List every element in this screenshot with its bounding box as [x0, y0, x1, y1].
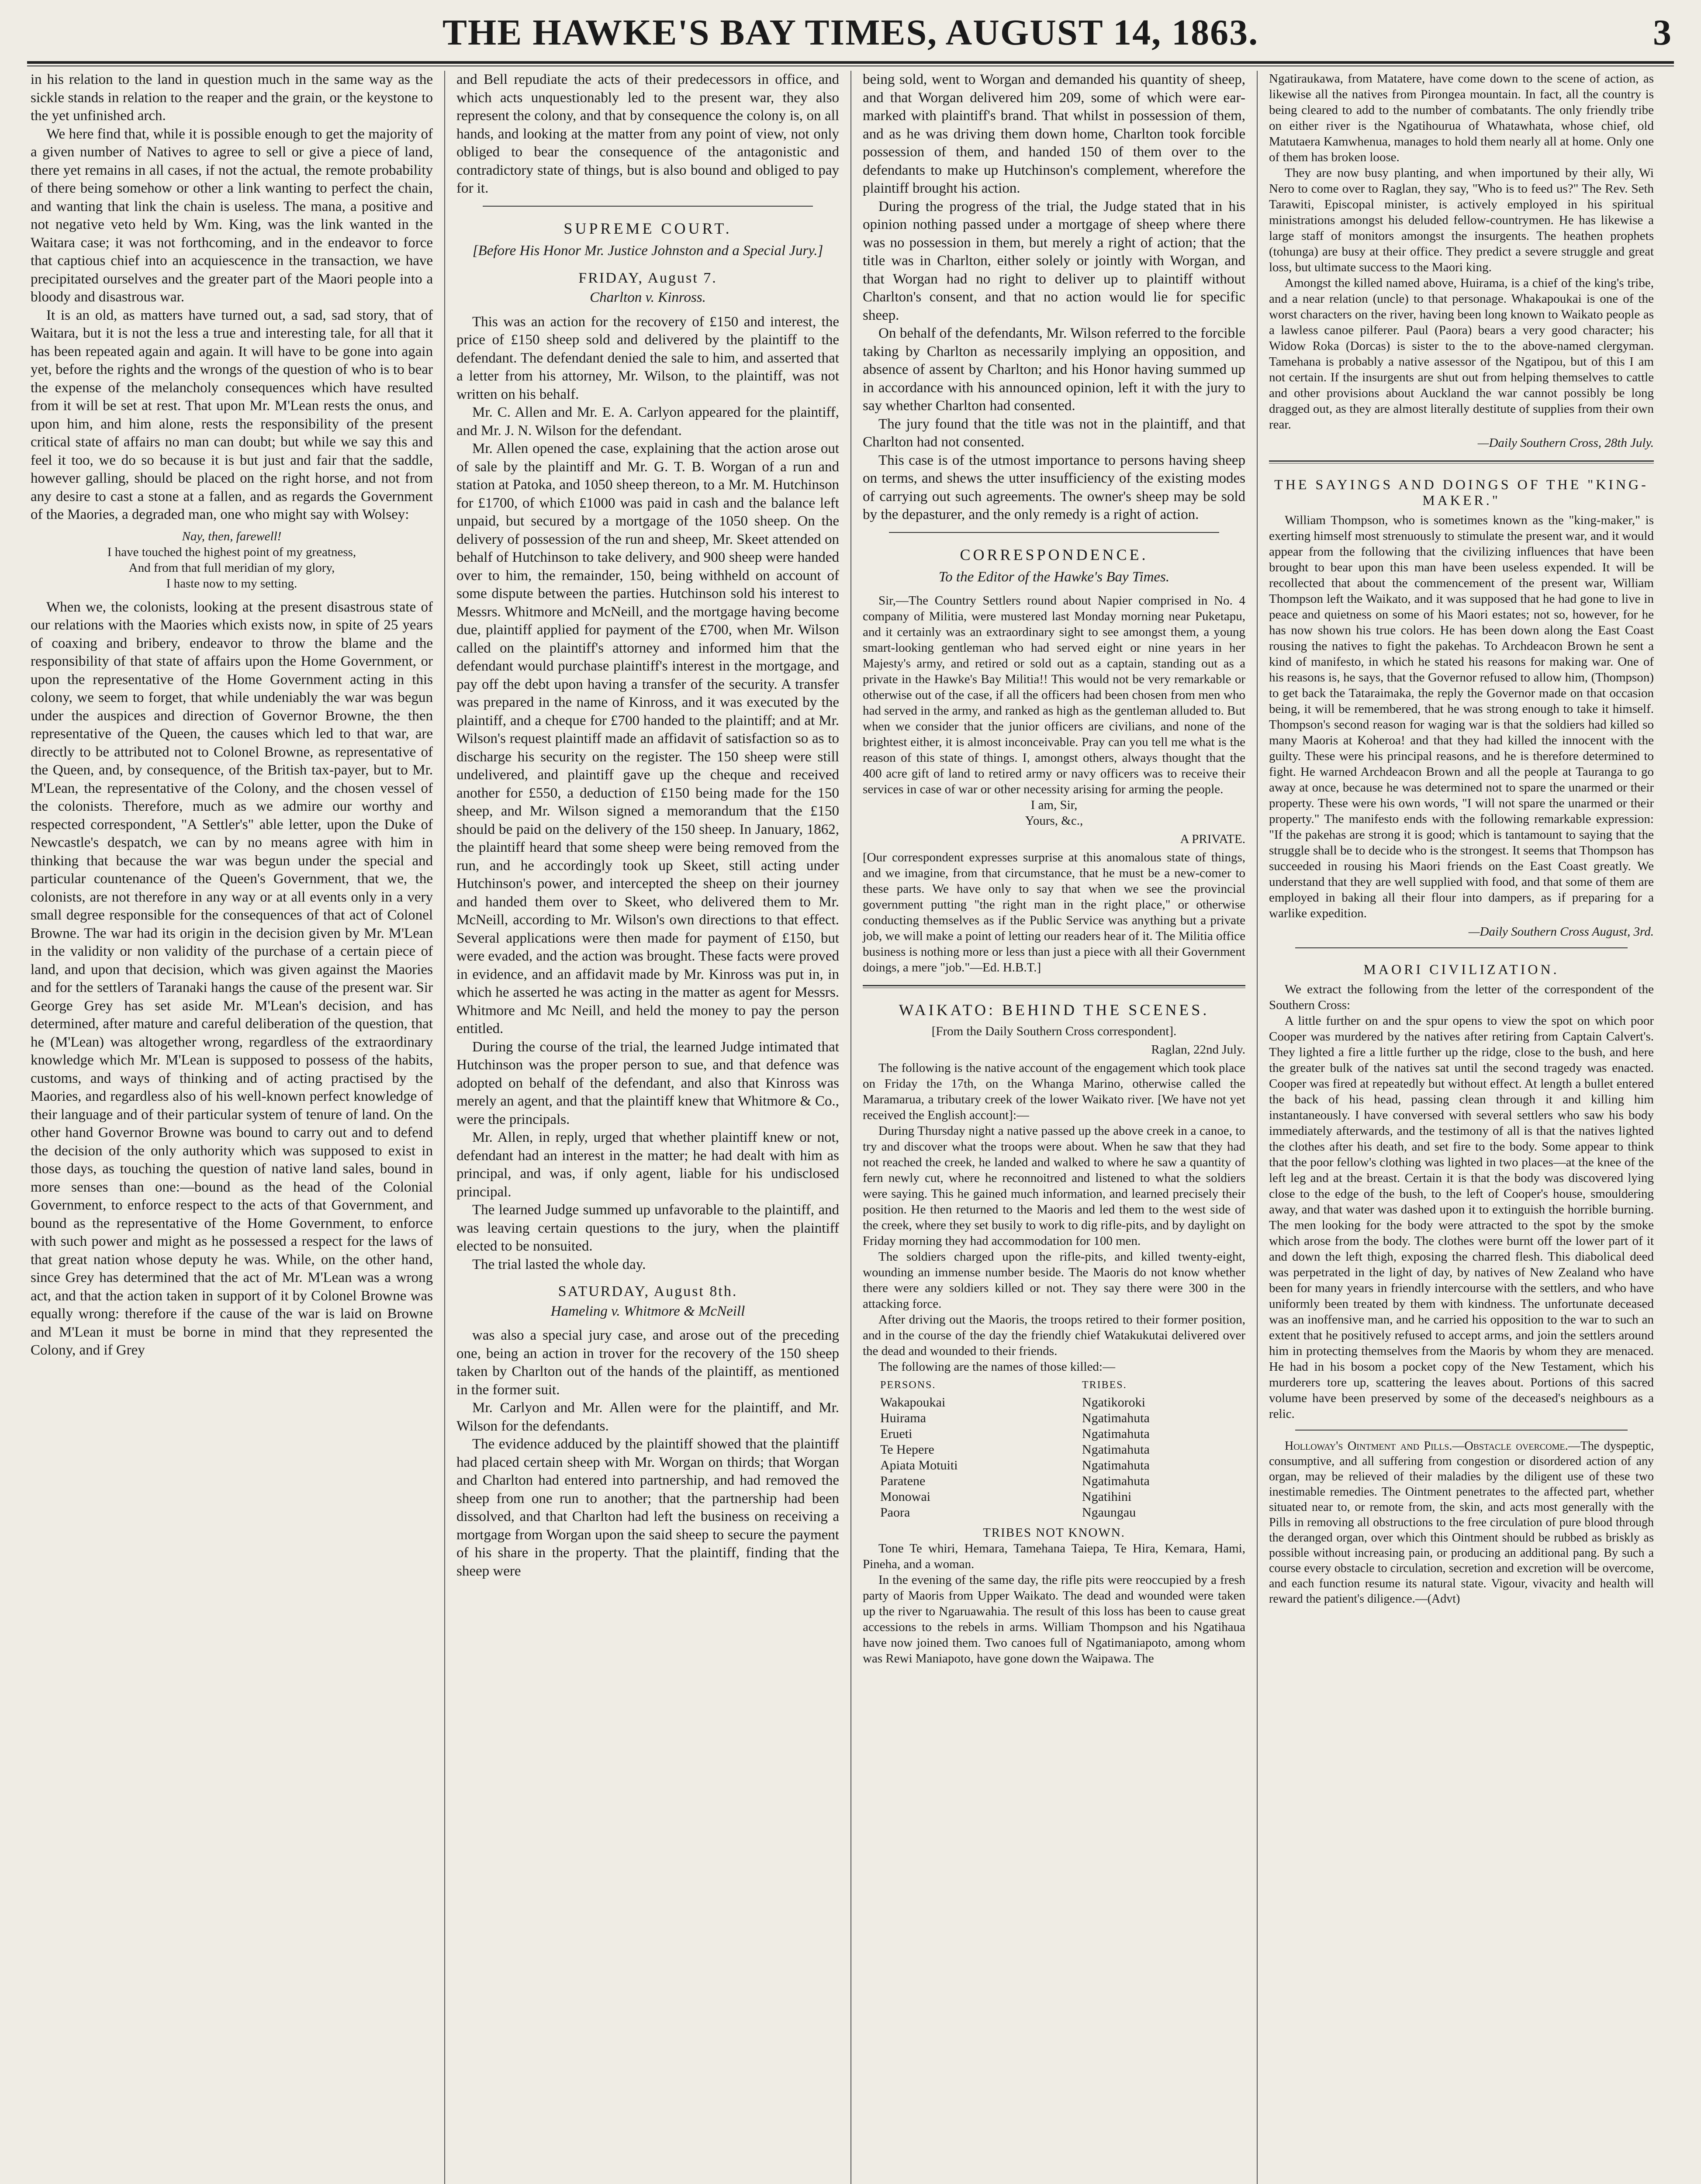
tribe-cell: Ngatimahuta	[1082, 1411, 1150, 1425]
paragraph: This was an action for the recovery of £150 and interest, the price of £150 sheep sold and delivered by the plaintiff to the defendant. The defendant denied the sale to him, and asserted that a letter from his attorney, Mr. Wilson, to the plaintiff, was not written on his behalf.	[456, 314, 839, 402]
verse-line: I haste now to my setting.	[166, 576, 297, 591]
paragraph: The following are the names of those killed:—	[878, 1360, 1115, 1374]
column-4	[1257, 71, 1665, 2184]
tribe-cell: Ngaungau	[1082, 1505, 1136, 1520]
person-cell: Wakapoukai	[880, 1395, 946, 1410]
dateline: FRIDAY, August 7.	[578, 270, 717, 286]
divider	[1295, 1430, 1628, 1431]
paragraph: The soldiers charged upon the rifle-pits, and killed twenty-eight, wounding an immense number beside. The Maoris do not know whether there were any soldiers killed or not. They say there were 300 in the attacking force.	[863, 1250, 1245, 1311]
article-source: [From the Daily Southern Cross correspondent].	[931, 1024, 1177, 1038]
paragraph: They are now busy planting, and when importuned by their ally, Wi Nero to come over to Raglan, they say, "Who is to feed us?" The Rev. Seth Tarawiti, Episcopal minister, is actively employed in his spiritual ministrations amongst his deluded fellow-countrymen. He has likewise a large staff of monitors amongst the insurgents. The heathen prophets (tohunga) are busy at their office. They predict a severe struggle and great loss, but ultimate success to the Maori king.	[1269, 166, 1654, 274]
paragraph: Ngatiraukawa, from Matatere, have come down to the scene of action, as likewise all the natives from Pirongea mountain. In fact, all the country is being cleared to add to the number of combatants. The only friendly tribe on either river is the Ngatihourua of Whatawhata, whose chief, old Matutaera Kamwhenua, manages to hold them nearly all at home. Only one of them has broken loose.	[1269, 72, 1654, 164]
person-cell: Erueti	[880, 1427, 913, 1441]
paragraph: Amongst the killed named above, Huirama, is a chief of the king's tribe, and a near relation (uncle) to that personage. Whakapoukai is one of the worst characters on the river, having been long known to Waikato people as a lawless canoe pilferer. Paul (Paora) bears a very good character; his Widow Roka (Dorcas) is sister to the to the above-named clergyman. Tamehana is probably a native assessor of the Ngatipou, but of this I am not certain. If the insurgents are shut out from helping themselves to cattle and other provisions about Auckland the war cannot possibly be long dragged out, as they are almost literally destitute of supplies from their own rear.	[1269, 276, 1654, 432]
column-2	[444, 71, 850, 2184]
letter-addressee: To the Editor of the Hawke's Bay Times.	[938, 569, 1170, 585]
paragraph: In the evening of the same day, the rifle pits were reoccupied by a fresh party of Maoris from Upper Waikato. The dead and wounded were taken up the river to Ngaruawahia. The result of this loss has been to cause great accessions to the rebels in arms. William Thompson and his Ngatihaua have now joined them. Two canoes full of Ngatimaniapoto, among whom was Rewi Maniapoto, have gone down the Waipawa. The	[863, 1573, 1245, 1666]
masthead	[27, 9, 1674, 64]
table-row	[863, 1410, 1245, 1426]
table-row	[863, 1489, 1245, 1505]
ad-body: —The dyspeptic, consumptive, and all suffering from congestion or disordered action of any organ, may be relieved of their maladies by the diligent use of these two inestimable remedies. The Ointment penetrates to the affected part, whether situated near to, or remote from, the skin, and acts most generally with the Pills in removing all obstructions to the free circulation of pure blood through the deranged organ, over which this Ointment should be rubbed as briskly as possible without increasing pain, or producing an additional pang. By such a course every obstacle to circulation, secretion and excretion will be overcome, and each function resume its natural state. Vigour, vivacity and health will reward the patient's diligence.—(Advt)	[1269, 1439, 1654, 1606]
person-cell: Te Hepere	[880, 1442, 934, 1457]
court-subheading: [Before His Honor Mr. Justice Johnston and a Special Jury.]	[472, 243, 823, 259]
paragraph: It is an old, as matters have turned out, a sad, sad story, that of Waitara, but it is not the less a true and interesting tale, for all that it has been repeated again and again. It will have to be gone into again yet, before the rights and the wrongs of the question of who is to bear the expense of the melancholy consequences which have resulted from it will be set at rest. That upon Mr. M'Lean rests the onus, and upon him, and him alone, rests the responsibility of the present critical state of affairs no man can doubt; but while we say this and feel it too, we do so because it is but just and fair that the saddle, however galling, should be placed on the right horse, and not from any desire to cast a stone at a fallen, and as regards the Government of the Maories, a degraded man, one who might say with Wolsey:	[31, 307, 433, 522]
paragraph: was also a special jury case, and arose out of the preceding one, being an action in trover for the recovery of the 150 sheep taken by Charlton out of the hands of the plaintiff, as mentioned in the former suit.	[456, 1327, 839, 1398]
tribe-cell: Ngatihini	[1082, 1489, 1132, 1504]
person-cell: Apiata Motuiti	[880, 1458, 958, 1472]
table-header: TRIBES.	[1082, 1379, 1127, 1391]
paragraph: After driving out the Maoris, the troops retired to their former position, and in the course of the day the friendly chief Watakukutai delivered over the dead and wounded to their friends.	[863, 1313, 1245, 1358]
paragraph: During Thursday night a native passed up the above creek in a canoe, to try and discover what the troops were about. When he saw that they had not reached the creek, he landed and walked to where he saw a quantity of fern newly cut, where he reconnoitred and listened to what the soldiers were saying. This he gained much information, and learned precisely their position. He then returned to the Maoris and led them to the west side of the creek, where they set busily to work to dig rifle-pits, and by daylight on Friday morning they had accommodation for 100 men.	[863, 1124, 1245, 1248]
article-source: —Daily Southern Cross August, 3rd.	[1468, 925, 1654, 939]
tribe-cell: Ngatimahuta	[1082, 1474, 1150, 1488]
table-row	[863, 1395, 1245, 1410]
divider	[1269, 460, 1654, 463]
case-title: Charlton v. Kinross.	[590, 290, 706, 305]
maori-civilization-heading: MAORI CIVILIZATION.	[1363, 961, 1559, 977]
column-1	[27, 71, 444, 2184]
correspondence-heading: CORRESPONDENCE.	[960, 546, 1148, 563]
paragraph: Mr. Allen, in reply, urged that whether plaintiff knew or not, defendant had an interest in the matter; he had dealt with him as principal, and was, if only agent, liable for his undisclosed principal.	[456, 1130, 839, 1200]
verse-line: And from that full meridian of my glory,	[128, 560, 335, 575]
paragraph: Mr. Allen opened the case, explaining that the action arose out of sale by the plaintiff and Mr. G. T. B. Worgan of a run and station at Patoka, and 1050 sheep thereon, to a Mr. M. Hutchinson for £1700, of which £1000 was paid in cash and the balance left unpaid, but secured by a mortgage of the 1050 sheep. On the delivery of possession of the run and sheep, Mr. Skeet attended on behalf of Hutchinson to take delivery, and 900 sheep were handed over to him, the remainder, 150, being withheld on account of some dispute between the parties. Hutchinson sold his interest to Messrs. Whitmore and McNeill, and the mortgage having become due, plaintiff applied for payment of the £700, when Mr. Wilson called on the plaintiff's attorney and informed him that the defendant would purchase plaintiff's interest in the mortgage, and pay off the debt upon having a transfer of the security. A transfer was prepared in the name of Kinross, and it was executed by the plaintiff, and a cheque for £700 handed to the plaintiff; and at Mr. Wilson's request plaintiff made an affidavit of satisfaction so as to discharge his security on the register. The 150 sheep were still undelivered, and plaintiff gave up the cheque and received another for £550, a deduction of £150 being made for the 150 sheep, and Mr. Wilson signed a memorandum that the £150 should be paid on the delivery of the 150 sheep. In January, 1862, the plaintiff heard that some sheep were being removed from the run, and he accordingly took up Skeet, still acting under Hutchinson's power, and intercepted the sheep on their journey and handed them over to Skeet, who delivered them to Mr. McNeill, according to Mr. Wilson's own directions to that effect. Several applications were then made for payment of £150, but were evaded, and the action was brought. These facts were proved in evidence, and an affidavit made by Mr. Kinross was put in, in which he asserted he was acting in the matter as agent for Messrs. Whitmore and Mc Neill, and held the money to pay the person entitled.	[456, 441, 839, 1037]
table-row	[863, 1426, 1245, 1442]
paragraph: being sold, went to Worgan and demanded his quantity of sheep, and that Worgan delivered him 209, some of which were ear-marked with plaintiff's brand. That whilst in possession of them, and as he was driving them down home, Charlton took forcible possession of them, and handed 150 of them over to the defendants to make up Hutchinson's complement, wherefore the plaintiff brought his action.	[863, 72, 1245, 196]
letter-body: Sir,—The Country Settlers round about Napier comprised in No. 4 company of Militia, were mustered last Monday morning near Puketapu, and it certainly was an extraordinary sight to see amongst them, a young smart-looking gentleman who had served eight or nine years in her Majesty's army, and retired or sold out as a captain, standing out as a private in the Hawke's Bay Militia!! This would not be very remarkable or otherwise out of the case, if all the officers had been chosen from men who had served in the army, and ranked as high as the gentleman alluded to. But when we consider that the junior officers are civilians, and none of the brightest either, it is almost inconceivable. Pray can you tell me what is the reason of this state of things. I, amongst others, always thought that the 400 acre gift of land to retired army or navy officers was to receive their services in case of war or other necessity arising for arming the people.	[863, 593, 1245, 796]
table-row	[863, 1473, 1245, 1489]
paragraph: This case is of the utmost importance to persons having sheep on terms, and shews the utter insufficiency of the existing modes of carrying out such agreements. The owner's sheep may be sold by the depasturer, and the only remedy is a right of action.	[863, 452, 1245, 522]
paragraph: During the progress of the trial, the Judge stated that in his opinion nothing passed under a mortgage of sheep where there was no possession in them, but merely a right of action; that the title was in Charlton, either solely or jointly with Worgan, and that Worgan had no right to deliver up to plaintiff without Charlton's consent, and that no action would lie for specific sheep.	[863, 198, 1245, 323]
column-3	[850, 71, 1257, 2184]
waikato-heading: WAIKATO: BEHIND THE SCENES.	[899, 1001, 1210, 1019]
paragraph: The jury found that the title was not in the plaintiff, and that Charlton had not consented.	[863, 416, 1245, 450]
paragraph: Mr. C. Allen and Mr. E. A. Carlyon appeared for the plaintiff, and Mr. J. N. Wilson for the defendant.	[456, 404, 839, 439]
paragraph: The trial lasted the whole day.	[472, 1256, 646, 1272]
tribe-cell: Ngatikoroki	[1082, 1395, 1145, 1410]
article-dateline: Raglan, 22nd July.	[1151, 1043, 1245, 1057]
paragraph: During the course of the trial, the learned Judge intimated that Hutchinson was the proper person to sue, and that defence was adopted on behalf of the defendant, and also that Kinross was merely an agent, and that the plaintiff knew that Whitmore & Co., were the principals.	[456, 1039, 839, 1127]
paragraph: William Thompson, who is sometimes known as the "king-maker," is exerting himself most strenuously to stimulate the present war, and it would appear from the following that the civilizing influences that have been brought to bear upon this man have been useless expended. It will be recollected that about the commencement of the present war, William Thompson left the Waikato, and it was supposed that he had gone to live in peace and quietness on some of his Maori estates; not so, however, for he has now shown his true colors. He has been down along the East Coast rousing the natives to fight the pakehas. To Archdeacon Brown he sent a kind of manifesto, in which he stated his reasons for making war. One of his reasons is, he says, that the Governor refused to allow him, (Thompson) to get back the Tataraimaka, the reply the Governor made on that occasion being, it will be remembered, that he was strong enough to take it himself. Thompson's second reason for waging war is that the soldiers had killed so many Maoris at Koheroa! and that they had killed the innocent with the guilty. These were his principal reasons, and he is therefore determined to fight. He warned Archdeacon Brown and all the people at Tauranga to go away at once, because he was determined not to spare the unarmed or their property. These were his own words, "I will not spare the unarmed or their property." The manifesto ends with the following remarkable expression: "If the pakehas are strong it is good; which is tantamount to saying that the struggle shall be to decide who is the strongest. It seems that Thompson has succeeded in rousing his Maori friends on the East Coast greatly. We understand that they are well supplied with food, and that some of them are employed in baking all their flour into dampers, as if preparing for a warlike expedition.	[1269, 513, 1654, 920]
supreme-court-heading: SUPREME COURT.	[564, 219, 732, 237]
tribe-cell: Ngatimahuta	[1082, 1458, 1150, 1472]
person-cell: Paora	[880, 1505, 910, 1520]
case-title: Hameling v. Whitmore & McNeill	[550, 1303, 745, 1319]
person-cell: Paratene	[880, 1474, 926, 1488]
columns	[27, 71, 1674, 2184]
tribes-unknown-heading: TRIBES NOT KNOWN.	[983, 1526, 1125, 1540]
table-row	[863, 1442, 1245, 1458]
paragraph: The following is the native account of the engagement which took place on Friday the 17th, on the Whanga Marino, otherwise called the Maramarua, a tributary creek of the lower Waikato river. [We have not yet received the English account]:—	[863, 1061, 1245, 1122]
paragraph: When we, the colonists, looking at the present disastrous state of our relations with the Maories which exists now, in spite of 25 years of coaxing and bribery, endeavor to throw the blame and the responsibility of that state of affairs upon the Home Government, or upon the representative of the Home Government acting in this colony, we seem to forget, that while undeniably the war was begun under the auspices and direction of Governor Browne, the then representative of the Queen, the causes which led to that war, are directly to be attributed not to Colonel Browne, as representative of the Queen, and, by consequence, of the British tax-payer, but to Mr. M'Lean, the representative of the Colony, and the chosen vessel of the colonists. Therefore, much as we admire our worthy and respected correspondent, "A Settler's" able letter, upon the Duke of Newcastle's despatch, we can by no means agree with him in thinking that because the war was begun under the special and particular countenance of the Queen's Government, that we, the colonists, are not therefore in any way or at all events only in a very small degree responsible for the consequences of that act of Colonel Browne. The war had its origin in the decision given by Mr. M'Lean in the validity or non validity of the purchase of a certain piece of land, and upon that decision, which was given against the Maories and for the settlers of Taranaki hangs the cause of the present war. Sir George Grey has set aside Mr. M'Lean's decision, and has determined, after mature and careful deliberation of the question, that he (M'Lean) was altogether wrong, regardless of the extraordinary knowledge which Mr. M'Lean is supposed to possess of the habits, customs, and ways of thinking and of acting practised by the Maories, and regardless also of his well-known perfect knowledge of their language and of their particular system of tenure of land. On the other hand Governor Browne was bound to carry out and to defend the decision of the only authority which was supposed to exist in those days, as touching the question of native land sales, bound in more senses than one:—bound as the head of the Colonial Government, to enforce respect to the acts of that Government, and bound as the representative of the Home Government, to enforce with such power and might as he possessed a respect for the laws of that great nation whose deputy he was. While, on the other hand, since Grey has determined that the act of Mr. M'Lean was a wrong act, and that the action taken in support of it by Colonel Browne was equally wrong: therefore if the cause of the war is laid on Browne and M'Lean it must be borne in mind that they represented the Colony, and if Grey	[31, 599, 433, 1358]
advertisement	[1269, 1438, 1654, 1607]
table-row	[863, 1458, 1245, 1473]
divider	[483, 206, 813, 207]
verse-line: Nay, then, farewell!	[182, 529, 282, 543]
paragraph: Mr. Carlyon and Mr. Allen were for the plaintiff, and Mr. Wilson for the defendants.	[456, 1400, 839, 1434]
paragraph: On behalf of the defendants, Mr. Wilson referred to the forcible taking by Charlton as necessarily implying an opposition, and absence of assent by Charlton; and his Honor having summed up in accordance with his announced opinion, left it with the jury to say whether Charlton had consented.	[863, 325, 1245, 414]
paragraph: Tone Te whiri, Hemara, Tamehana Taiepa, Te Hira, Kemara, Hami, Pineha, and a woman.	[863, 1541, 1245, 1571]
letter-close: I am, Sir,	[1030, 798, 1078, 812]
divider	[1295, 947, 1628, 948]
paragraph: The learned Judge summed up unfavorable to the plaintiff, and was leaving certain questions to the jury, when the plaintiff elected to be nonsuited.	[456, 1202, 839, 1254]
divider	[863, 985, 1245, 988]
person-cell: Huirama	[880, 1411, 926, 1425]
person-cell: Monowai	[880, 1489, 930, 1504]
letter-signature: A PRIVATE.	[1180, 832, 1245, 846]
divider	[889, 532, 1219, 533]
letter-yours: Yours, &c.,	[1025, 813, 1083, 828]
masthead-title: THE HAWKE'S BAY TIMES, AUGUST 14, 1863.	[442, 12, 1259, 53]
dateline: SATURDAY, August 8th.	[558, 1283, 738, 1299]
paragraph: We extract the following from the letter of the correspondent of the Southern Cross:	[1269, 982, 1654, 1012]
article-source: —Daily Southern Cross, 28th July.	[1477, 436, 1654, 450]
paragraph: We here find that, while it is possible enough to get the majority of a given number of Natives to agree to sell or give a piece of land, there yet remains in all cases, if not the actual, the remote probability of there being somehow or other a link wanting to perfect the chain, and wanting that link the chain is useless. The mana, a positive and not negative veto held by Wm. King, was the link wanted in the Waitara case; it was not forthcoming, and in the endeavor to force that captious chief into an acquiescence in the transaction, we have precipitated ourselves and the greater part of the Maori people into a bloody and disastrous war.	[31, 126, 433, 305]
page-number: 3	[1653, 12, 1671, 53]
verse-line: I have touched the highest point of my greatness,	[107, 545, 356, 559]
paragraph: The evidence adduced by the plaintiff showed that the plaintiff had placed certain sheep with Mr. Worgan on thirds; that Worgan and Charlton had entered into partnership, and had removed the sheep from one run to another; that the partnership had been dissolved, and that Charlton had left the business on receiving a mortgage from Worgan upon the said sheep to secure the payment of his share in the property. That the plaintiff, finding that the sheep were	[456, 1436, 839, 1579]
verse-quote	[31, 529, 433, 591]
killed-table	[863, 1377, 1245, 1521]
table-header: PERSONS.	[880, 1379, 936, 1391]
tribe-cell: Ngatimahuta	[1082, 1442, 1150, 1457]
sayings-heading: THE SAYINGS AND DOINGS OF THE "KING-MAKER."	[1274, 477, 1649, 508]
paragraph: in his relation to the land in question much in the same way as the sickle stands in relation to the reaper and the grain, or the keystone to the yet unfinished arch.	[31, 72, 433, 124]
editor-note: [Our correspondent expresses surprise at this anomalous state of things, and we imagine, from that circumstance, that he must be a new-comer to these parts. We have only to say that when we see the provincial government putting "the right man in the right place," or otherwise conducting themselves as if the Public Service was anything but a private job, we will make a point of letting our readers hear of it. The Militia office business is nothing more or less than just a piece with all their Government doings, a mere "job."—Ed. H.B.T.]	[863, 850, 1245, 975]
ad-title: Holloway's Ointment and Pills.—Obstacle overcome.	[1285, 1439, 1568, 1453]
tribe-cell: Ngatimahuta	[1082, 1427, 1150, 1441]
table-row	[863, 1505, 1245, 1521]
paragraph: and Bell repudiate the acts of their predecessors in office, and which acts unquestionably led to the present war, they also represent the colony, and that by consequence the colony is, on all hands, and looking at the matter from any point of view, not only obliged to bear the consequence of the antagonistic and contradictory state of things, but is also bound and obliged to pay for it.	[456, 72, 839, 196]
paragraph: A little further on and the spur opens to view the spot on which poor Cooper was murdered by the natives after retiring from Captain Calvert's. They lighted a fire a little further up the ridge, close to the bush, and here the greater bulk of the natives sat until the second tragedy was enacted. Cooper was fired at repeatedly but without effect. At length a bullet entered the back of his head, passing clean through it and killing him instantaneously. I have conversed with several settlers who saw his body immediately afterwards, and the testimony of all is that the natives lighted the clothes after his death, and set fire to the body. Some appear to think that the poor fellow's clothing was lighted in two places—at the knee of the left leg and at the breast. Certain it is that the body was discovered lying close to the edge of the bush, to the left of Cooper's house, smouldering away, and that water was dashed upon it to extinguish the horrible burning. The men looking for the body were attracted to the spot by the smoke which arose from the body. The clothes were burnt off the lower part of it and down the left thigh, exposing the charred flesh. This diabolical deed was perpetrated in the light of day, by natives of New Zealand who have been for many years in friendly intercourse with the settlers, and who have uniformly been treated by them with kindness. The unfortunate deceased was an inoffensive man, and he carried his opposition to the war to such an extent that he positively refused to accept arms, and join the settlers around him in protecting themselves from the Maoris by whom they are menaced. He had in his bosom a pocket copy of the New Testament, which his murderers tore up, scattering the leaves about. Portions of this sacred volume have been preserved by some of the deceased's neighbours as a relic.	[1269, 1014, 1654, 1421]
